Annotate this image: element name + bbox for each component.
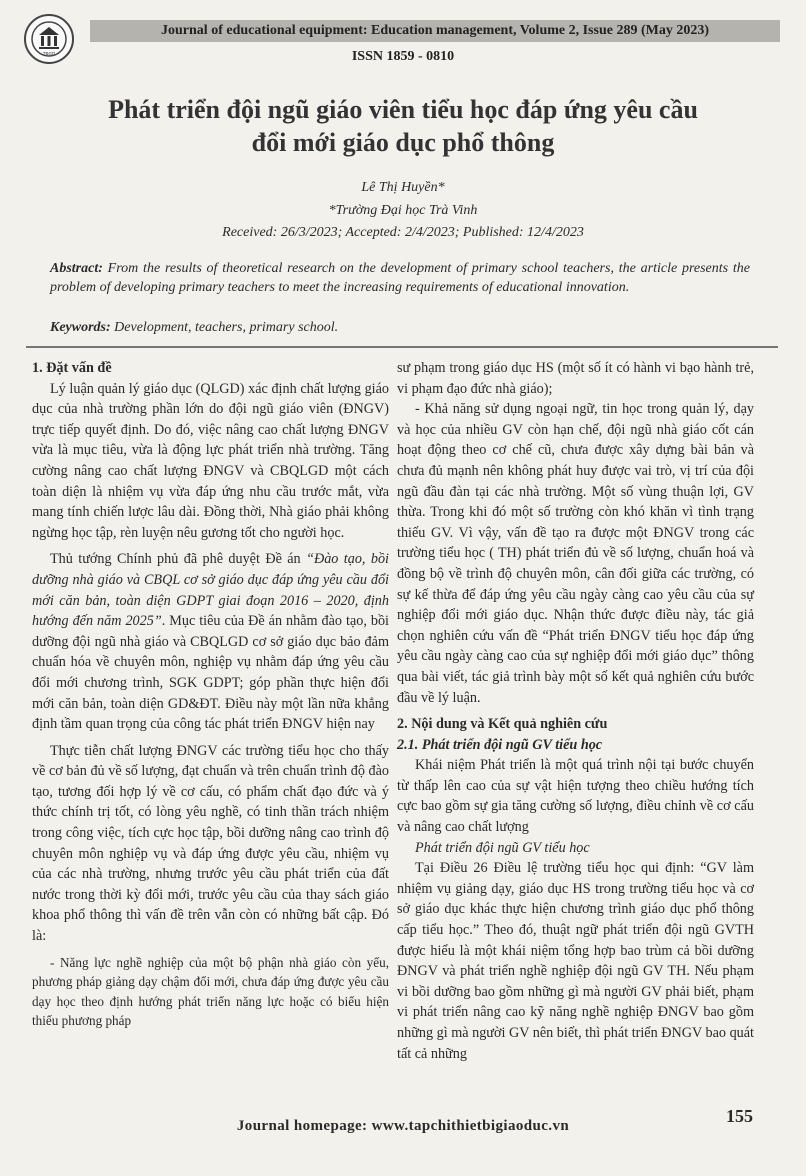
paragraph: Thực tiễn chất lượng ĐNGV các trường tiểu học cho thấy về cơ bản đủ về số lượng, đạt chuẩn và trên chuẩn trình độ đào tạo, tương đối hợp lý về cơ cấu, có phẩm chất đạo đức và ý thức chính trị tốt, có lòng yêu nghề, có tinh thần trách nhiệm trong công việc, tích cực học tập, bồi dưỡng nâng cao trình độ chuyên môn nghiệp vụ và đáp ứng được yêu cầu, nhiệm vụ của các nhà trường, nhưng trước yêu cầu phát triển của đất nước trong thời kỳ đổi mới, trước yêu cầu của thay sách giáo khoa phổ thông thì vấn đề trên vẫn còn có những bất cập. Đó là: <box>32 742 389 945</box>
journal-header <box>0 0 806 78</box>
left-column <box>32 358 389 1031</box>
paragraph: - Năng lực nghề nghiệp của một bộ phận nhà giáo còn yếu, phương pháp giảng dạy chậm đổi mới, chưa đáp ứng được yêu cầu dạy học theo định hướng phát triển năng lực hoặc có biểu hiện thiếu phương pháp <box>32 954 389 1029</box>
keywords <box>50 320 750 336</box>
keywords-text: Development, teachers, primary school. <box>110 320 339 335</box>
journal-title-bar <box>90 20 780 42</box>
issn: ISSN 1859 - 0810 <box>351 49 455 64</box>
paragraph: sư phạm trong giáo dục HS (một số ít có hành vi bạo hành trẻ, vi phạm đạo đức nhà giáo); <box>397 360 754 397</box>
paragraph <box>32 549 389 734</box>
text-span: . Mục tiêu của Đề án nhằm đào tạo, bồi dưỡng đội ngũ nhà giáo và CBQLGD cơ sở giáo dục bảo đảm chuẩn hóa về chuyên môn, nghiệp vụ nhằm đáp ứng yêu cầu đổi mới chương trình, SGK GDPT; góp phần thực hiện đổi mới căn bản, toàn diện GD&ĐT. Điều này một lần nữa khẳng định tầm quan trọng của công tác phát triển ĐNGV hiện nay <box>32 613 389 733</box>
abstract-label: Abstract: <box>50 261 103 276</box>
svg-text:TBGD: TBGD <box>42 51 56 56</box>
paragraph: Khái niệm Phát triển là một quá trình nội tại bước chuyển từ thấp lên cao của sự vật hiện tượng theo chiều hướng tích cực bao gồm sự gia tăng cường số lượng, điều chỉnh về cơ cấu và nâng cao chất lượng <box>397 757 754 836</box>
publication-dates: Received: 26/3/2023; Accepted: 2/4/2023; Published: 12/4/2023 <box>222 225 584 240</box>
section-heading-1: 1. Đặt vấn đề <box>32 360 112 376</box>
abstract-text: From the results of theoretical research on the development of primary school teachers, the article presents the problem of developing primary teachers to meet the increasing requirements of educational innovation. <box>50 261 750 295</box>
title-line-1: Phát triển đội ngũ giáo viên tiểu học đáp ứng yêu cầu <box>108 95 698 124</box>
paragraph: Lý luận quản lý giáo dục (QLGD) xác định chất lượng giáo dục của nhà trường phần lớn do đội ngũ giáo viên (ĐNGV) trực tiếp quyết định. Do đó, việc nâng cao chất lượng ĐNGV vừa là mục tiêu, vừa là động lực phát triển nhà trường. Tăng cường nâng cao chất lượng ĐNGV và CBQLGD một cách toàn diện là nhiệm vụ vừa đáp ứng nhu cầu trước mắt, vừa mang tính chiến lược lâu dài. Đồng thời, Nhà giáo phải không ngừng học tập, rèn luyện nêu gương tốt cho người học. <box>32 380 389 541</box>
project-name: “Đào tạo, bồi dưỡng nhà giáo và CBQL cơ sở giáo dục đáp ứng yêu cầu đổi mới căn bản, toàn diện GDPT giai đoạn 2016 – 2020, định hướng đến năm 2025” <box>32 551 389 630</box>
divider <box>26 346 778 348</box>
paragraph: - Khả năng sử dụng ngoại ngữ, tin học trong quản lý, dạy và học của nhiều GV còn hạn chế, đội ngũ nhà giáo cốt cán hoạt động theo cơ chế cũ, chưa được xây dựng bài bản và chưa đủ mạnh nên không phát huy được vai trò, vị trí của đội ngũ đầu đàn tại các nhà trường. Một số vùng thuận lợi, GV thừa. Trong khi đó một số trường còn khó khăn vì tình trạng thiếu GV. Vì vậy, vấn đề tạo ra được một ĐNGV trong các trường tiểu học ( TH) phát triển đủ về số lượng, chuẩn hoá và đồng bộ về trình độ chuyên môn, cân đối giữa các trường, có sự kế thừa để đáp ứng yêu cầu ngày càng cao yêu cầu của sự nghiệp đổi mới giáo dục. Nhận thức được điều này, tác giả chọn nghiên cứu vấn đề “Phát triển ĐNGV tiểu học đáp ứng yêu cầu ngày càng cao của sự nghiệp đổi mới giáo dục” thông qua bài viết, tác giả trình bày một số kết quả nghiên cứu bước đầu về lý luận. <box>397 401 754 706</box>
affiliation: *Trường Đại học Trà Vinh <box>328 203 478 218</box>
paragraph: Tại Điều 26 Điều lệ trường tiểu học qui định: “GV làm nhiệm vụ giảng dạy, giáo dục HS trong trường tiểu học và cơ sở giáo dục khác thực hiện chương trình giáo dục phổ thông cấp tiểu học.” Theo đó, thuật ngữ phát triển đội ngũ GVTH được hiểu là một khái niệm tổng hợp bao trùm cả bồi dưỡng ĐNGV và phát triển nghề nghiệp đội ngũ GV TH. Nếu phạm vi bồi dưỡng bao gồm những gì mà người GV phải biết, phạm vi phát triển nâng cao kỹ năng nghề nghiệp ĐNGV bao gồm những gì mà người GV nên biết, thì phát triển ĐNGV bao quát tất cả những <box>397 860 754 1062</box>
page-number: 155 <box>726 1106 753 1126</box>
title-line-2: đổi mới giáo dục phổ thông <box>251 128 555 157</box>
right-column <box>397 358 754 1064</box>
journal-name: Journal of educational equipment: Education management, Volume 2, Issue 289 (May 2023) <box>161 23 709 38</box>
author: Lê Thị Huyền* <box>361 180 445 195</box>
journal-homepage: Journal homepage: www.tapchithietbigiaoduc.vn <box>236 1118 570 1134</box>
article-title <box>40 93 766 159</box>
text-span: Thủ tướng Chính phủ đã phê duyệt Đề án <box>50 551 307 568</box>
abstract <box>50 259 750 297</box>
keywords-label: Keywords: <box>50 320 111 335</box>
subsection-heading: 2.1. Phát triển đội ngũ GV tiểu học <box>397 736 603 753</box>
section-heading-2: 2. Nội dung và Kết quả nghiên cứu <box>397 716 608 733</box>
subheading: Phát triển đội ngũ GV tiểu học <box>415 839 590 856</box>
